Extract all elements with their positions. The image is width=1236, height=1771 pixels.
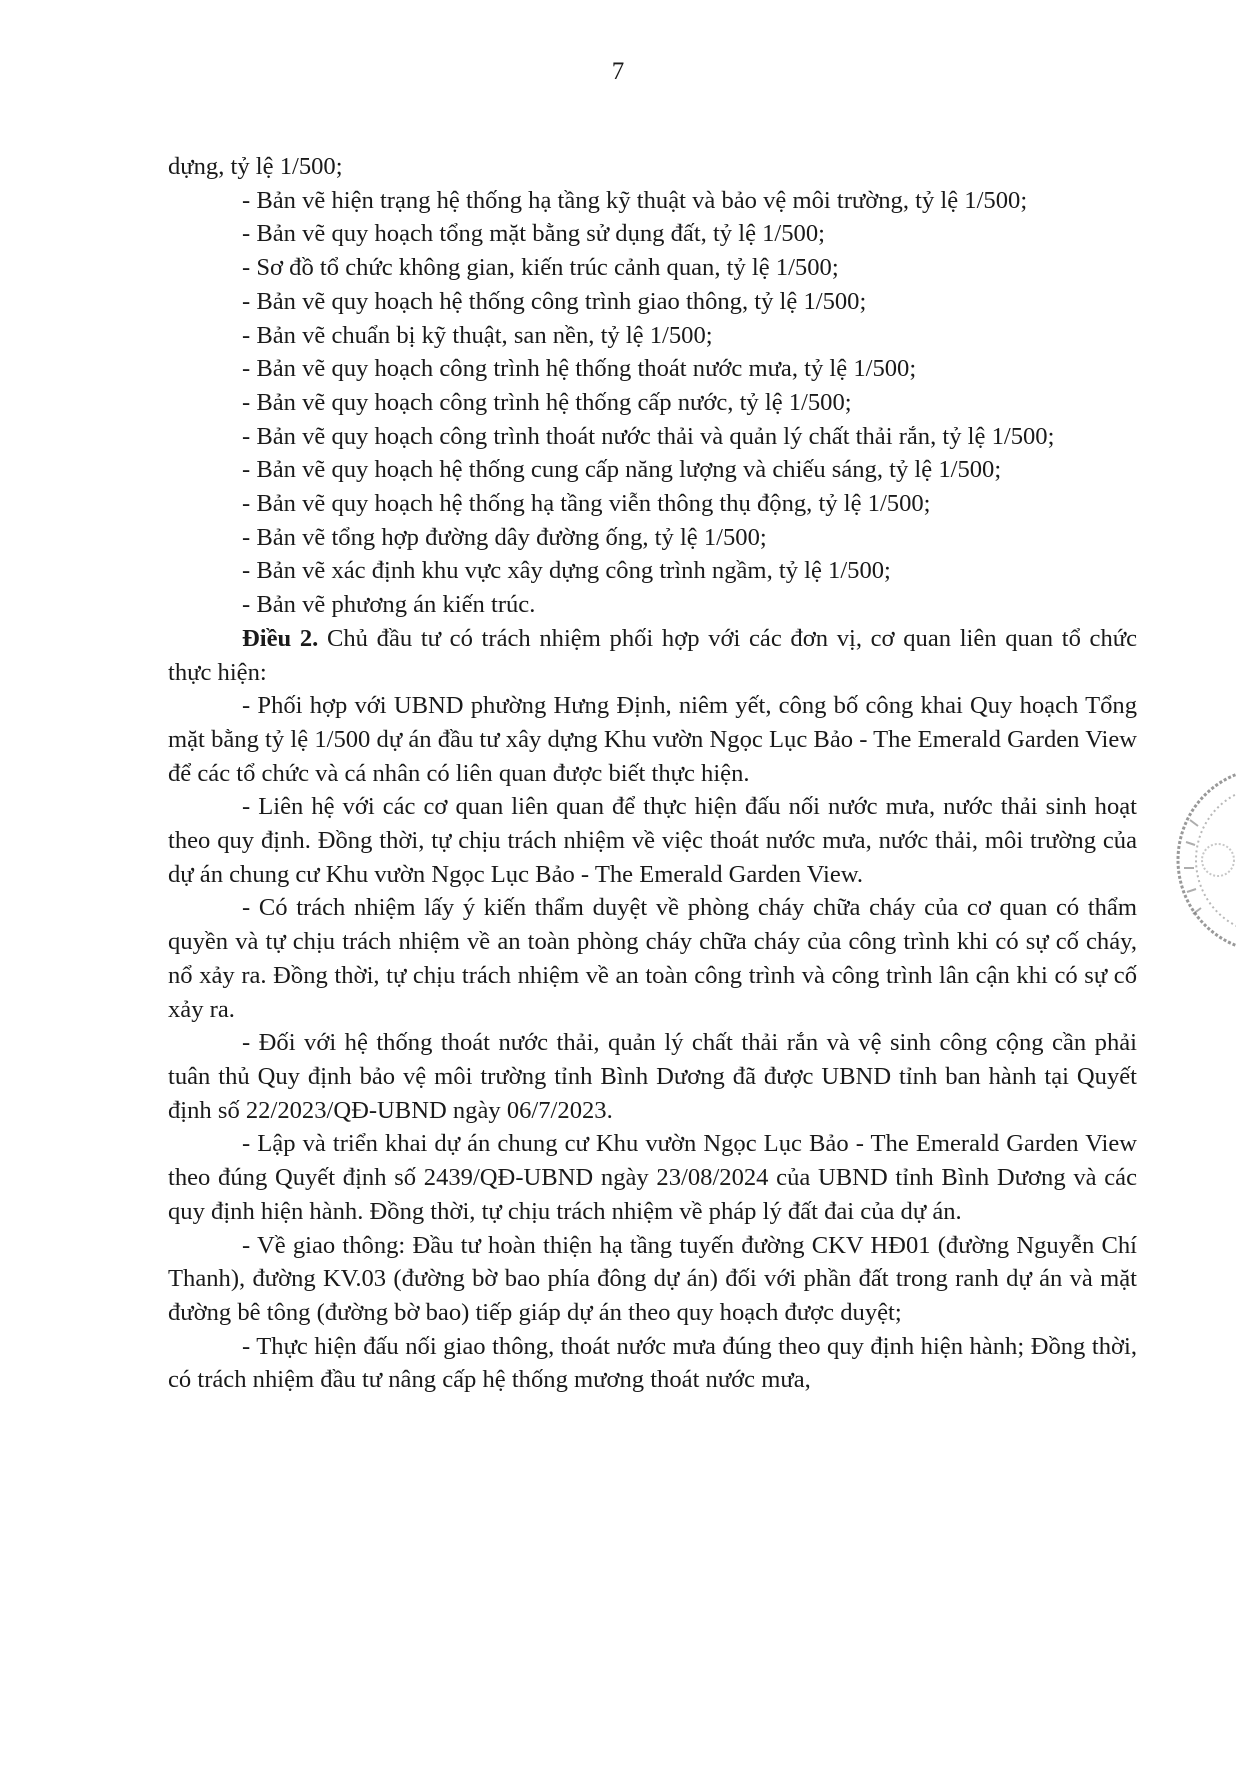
- drawing-list-line-5: - Bản vẽ quy hoạch hệ thống công trình giao thông, tỷ lệ 1/500;: [242, 287, 867, 315]
- page-number: 7: [611, 58, 625, 85]
- task-paragraph-7: - Thực hiện đấu nối giao thông, thoát nước mưa đúng theo quy định hiện hành; Đồng thời, có trách nhiệm đầu tư nâng cấp hệ thống mương thoát nước mưa,: [168, 1332, 1137, 1394]
- task-paragraph-3: - Có trách nhiệm lấy ý kiến thẩm duyệt về phòng cháy chữa cháy của cơ quan có thẩm quyền và tự chịu trách nhiệm về an toàn phòng cháy chữa cháy của công trình khi có sự cố cháy, nổ xảy ra. Đồng thời, tự chịu trách nhiệm về an toàn công trình và công trình lân cận khi có sự cố xảy ra.: [168, 894, 1137, 1023]
- seal-icon: [1160, 750, 1236, 970]
- article-2-text: Chủ đầu tư có trách nhiệm phối hợp với các đơn vị, cơ quan liên quan tổ chức thực hiện:: [168, 624, 1138, 686]
- drawing-list-line-4: - Sơ đồ tổ chức không gian, kiến trúc cảnh quan, tỷ lệ 1/500;: [242, 254, 839, 282]
- drawing-list-line-12: - Bản vẽ tổng hợp đường dây đường ống, tỷ lệ 1/500;: [242, 523, 767, 551]
- drawing-list-line-9: - Bản vẽ quy hoạch công trình thoát nước thải và quản lý chất thải rắn, tỷ lệ 1/500;: [242, 422, 1055, 450]
- drawing-list-line-2: - Bản vẽ hiện trạng hệ thống hạ tầng kỹ thuật và bảo vệ môi trường, tỷ lệ 1/500;: [242, 186, 1028, 214]
- task-paragraph-1: - Phối hợp với UBND phường Hưng Định, niêm yết, công bố công khai Quy hoạch Tổng mặt bằng tỷ lệ 1/500 dự án đầu tư xây dựng Khu vườn Ngọc Lục Bảo - The Emerald Garden View để các tổ chức và cá nhân có liên quan được biết thực hiện.: [168, 692, 1137, 787]
- drawing-list-line-6: - Bản vẽ chuẩn bị kỹ thuật, san nền, tỷ lệ 1/500;: [242, 321, 713, 349]
- task-paragraph-6: - Về giao thông: Đầu tư hoàn thiện hạ tầng tuyến đường CKV HĐ01 (đường Nguyễn Chí Thanh), đường KV.03 (đường bờ bao phía đông dự án) đối với phần đất trong ranh dự án và mặt đường bê tông (đường bờ bao) tiếp giáp dự án theo quy hoạch được duyệt;: [168, 1231, 1137, 1326]
- drawing-list-line-13: - Bản vẽ xác định khu vực xây dựng công trình ngầm, tỷ lệ 1/500;: [242, 557, 891, 585]
- article-2-label: Điều 2.: [242, 624, 319, 652]
- drawing-list-line-8: - Bản vẽ quy hoạch công trình hệ thống cấp nước, tỷ lệ 1/500;: [242, 388, 852, 416]
- drawing-list-line-3: - Bản vẽ quy hoạch tổng mặt bằng sử dụng đất, tỷ lệ 1/500;: [242, 220, 825, 248]
- document-body: [168, 150, 1137, 1397]
- drawing-list-line-7: - Bản vẽ quy hoạch công trình hệ thống thoát nước mưa, tỷ lệ 1/500;: [242, 355, 917, 383]
- official-seal-fragment: [1160, 750, 1236, 970]
- task-paragraph-2: - Liên hệ với các cơ quan liên quan để thực hiện đấu nối nước mưa, nước thải sinh hoạt theo quy định. Đồng thời, tự chịu trách nhiệm về việc thoát nước mưa, nước thải, môi trường của dự án chung cư Khu vườn Ngọc Lục Bảo - The Emerald Garden View.: [168, 793, 1137, 888]
- drawing-list-line-11: - Bản vẽ quy hoạch hệ thống hạ tầng viễn thông thụ động, tỷ lệ 1/500;: [242, 490, 931, 518]
- task-paragraph-5: - Lập và triển khai dự án chung cư Khu vườn Ngọc Lục Bảo - The Emerald Garden View theo đúng Quyết định số 2439/QĐ-UBND ngày 23/08/2024 của UBND tỉnh Bình Dương và các quy định hiện hành. Đồng thời, tự chịu trách nhiệm về pháp lý đất đai của dự án.: [168, 1130, 1137, 1225]
- article-2-paragraph: [168, 622, 1137, 689]
- drawing-list-line-1: dựng, tỷ lệ 1/500;: [168, 153, 343, 180]
- task-paragraph-4: - Đối với hệ thống thoát nước thải, quản lý chất thải rắn và vệ sinh công cộng cần phải tuân thủ Quy định bảo vệ môi trường tỉnh Bình Dương đã được UBND tỉnh ban hành tại Quyết định số 22/2023/QĐ-UBND ngày 06/7/2023.: [168, 1029, 1137, 1124]
- drawing-list-line-10: - Bản vẽ quy hoạch hệ thống cung cấp năng lượng và chiếu sáng, tỷ lệ 1/500;: [242, 456, 1002, 484]
- drawing-list-line-14: - Bản vẽ phương án kiến trúc.: [242, 591, 536, 619]
